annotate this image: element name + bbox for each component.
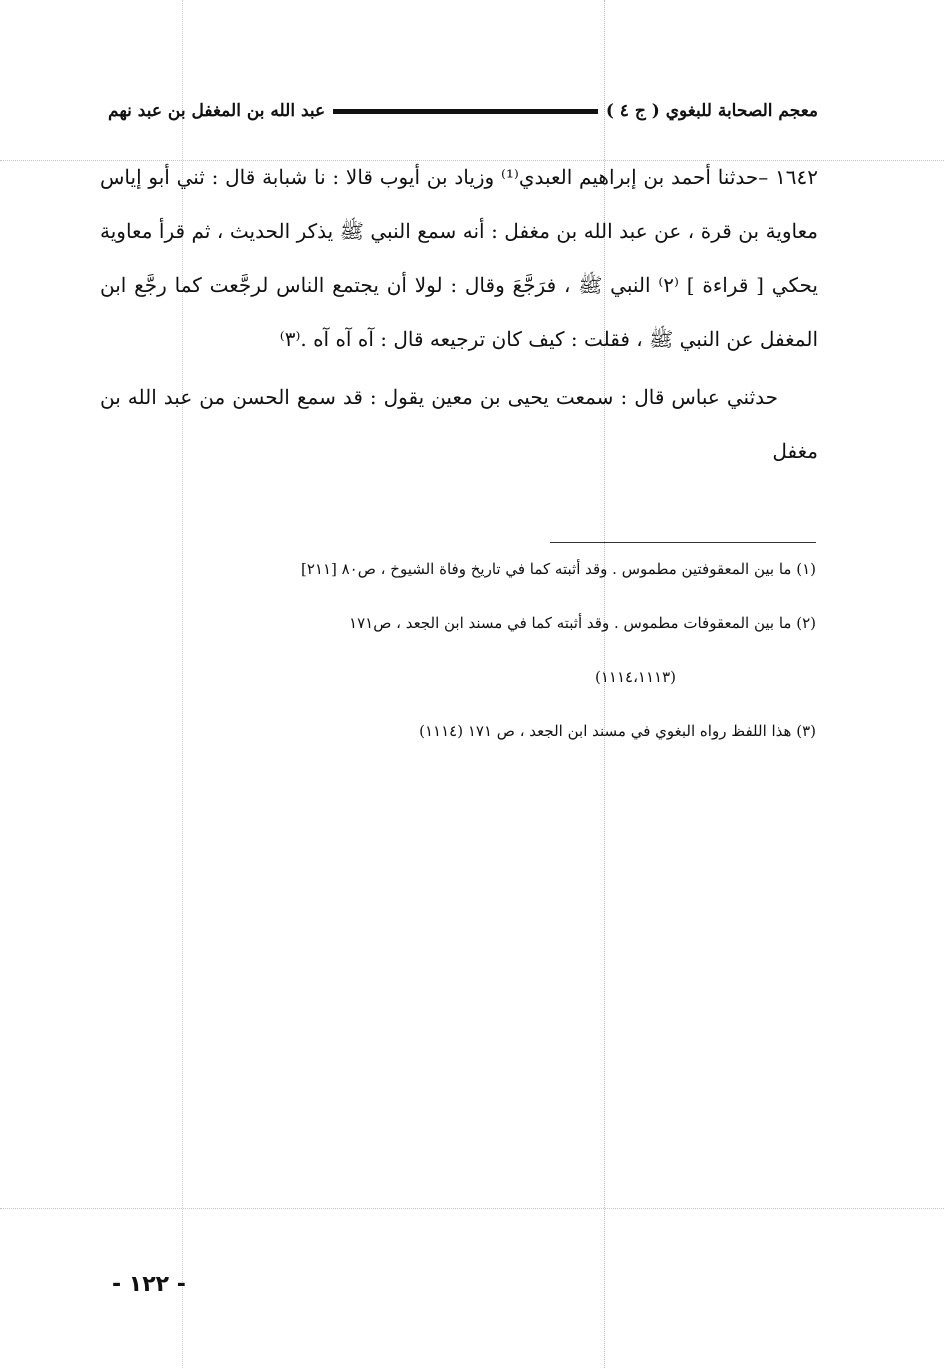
narration-paragraph: حدثني عباس قال : سمعت يحيى بن معين يقول : قد سمع الحسن من عبد الله بن مغفل [100,385,818,463]
footnote-2-continuation: (١١١٤،١١١٣) [594,668,676,686]
running-header [108,96,818,126]
hadith-paragraph: ١٦٤٢ –حدثنا أحمد بن إبراهيم العبدي⁽¹⁾ وزياد بن أيوب قالا : نا شبابة قال : ثني أبو إياس معاوية بن قرة ، عن عبد الله بن مغفل : أنه سمع النبي ﷺ يذكر الحديث ، ثم قرأ معاوية يحكي [ قراءة ] ⁽٢⁾ النبي ﷺ ، فرَجَّعَ وقال : لولا أن يجتمع الناس لرجَّعت كما رجَّع ابن المغفل عن النبي ﷺ ، فقلت : كيف كان ترجيعه قال : آه آه آه .⁽٣⁾ [100,165,818,351]
footnote-divider [550,542,816,543]
main-text [100,150,818,478]
header-chapter-title: عبد الله بن المغفل بن عبد نهم [108,101,326,121]
footnote-3: (٣) هذا اللفظ رواه البغوي في مسند ابن الجعد ، ص ١٧١ (١١١٤) [419,722,816,740]
page-number: - ١٢٢ - [112,1272,186,1297]
footnote-2: (٢) ما بين المعقوفات مطموس . وقد أثبته كما في مسند ابن الجعد ، ص١٧١ [349,614,816,632]
footnote-1: (١) ما بين المعقوفتين مطموس . وقد أثبته كما في تاريخ وفاة الشيوخ ، ص٨٠ [٢١١] [300,560,816,578]
header-book-title: معجم الصحابة للبغوي ( ج ٤ ) [605,101,818,121]
footnotes [120,560,816,776]
header-rule [333,109,598,114]
scan-guide-horizontal [0,1208,944,1209]
